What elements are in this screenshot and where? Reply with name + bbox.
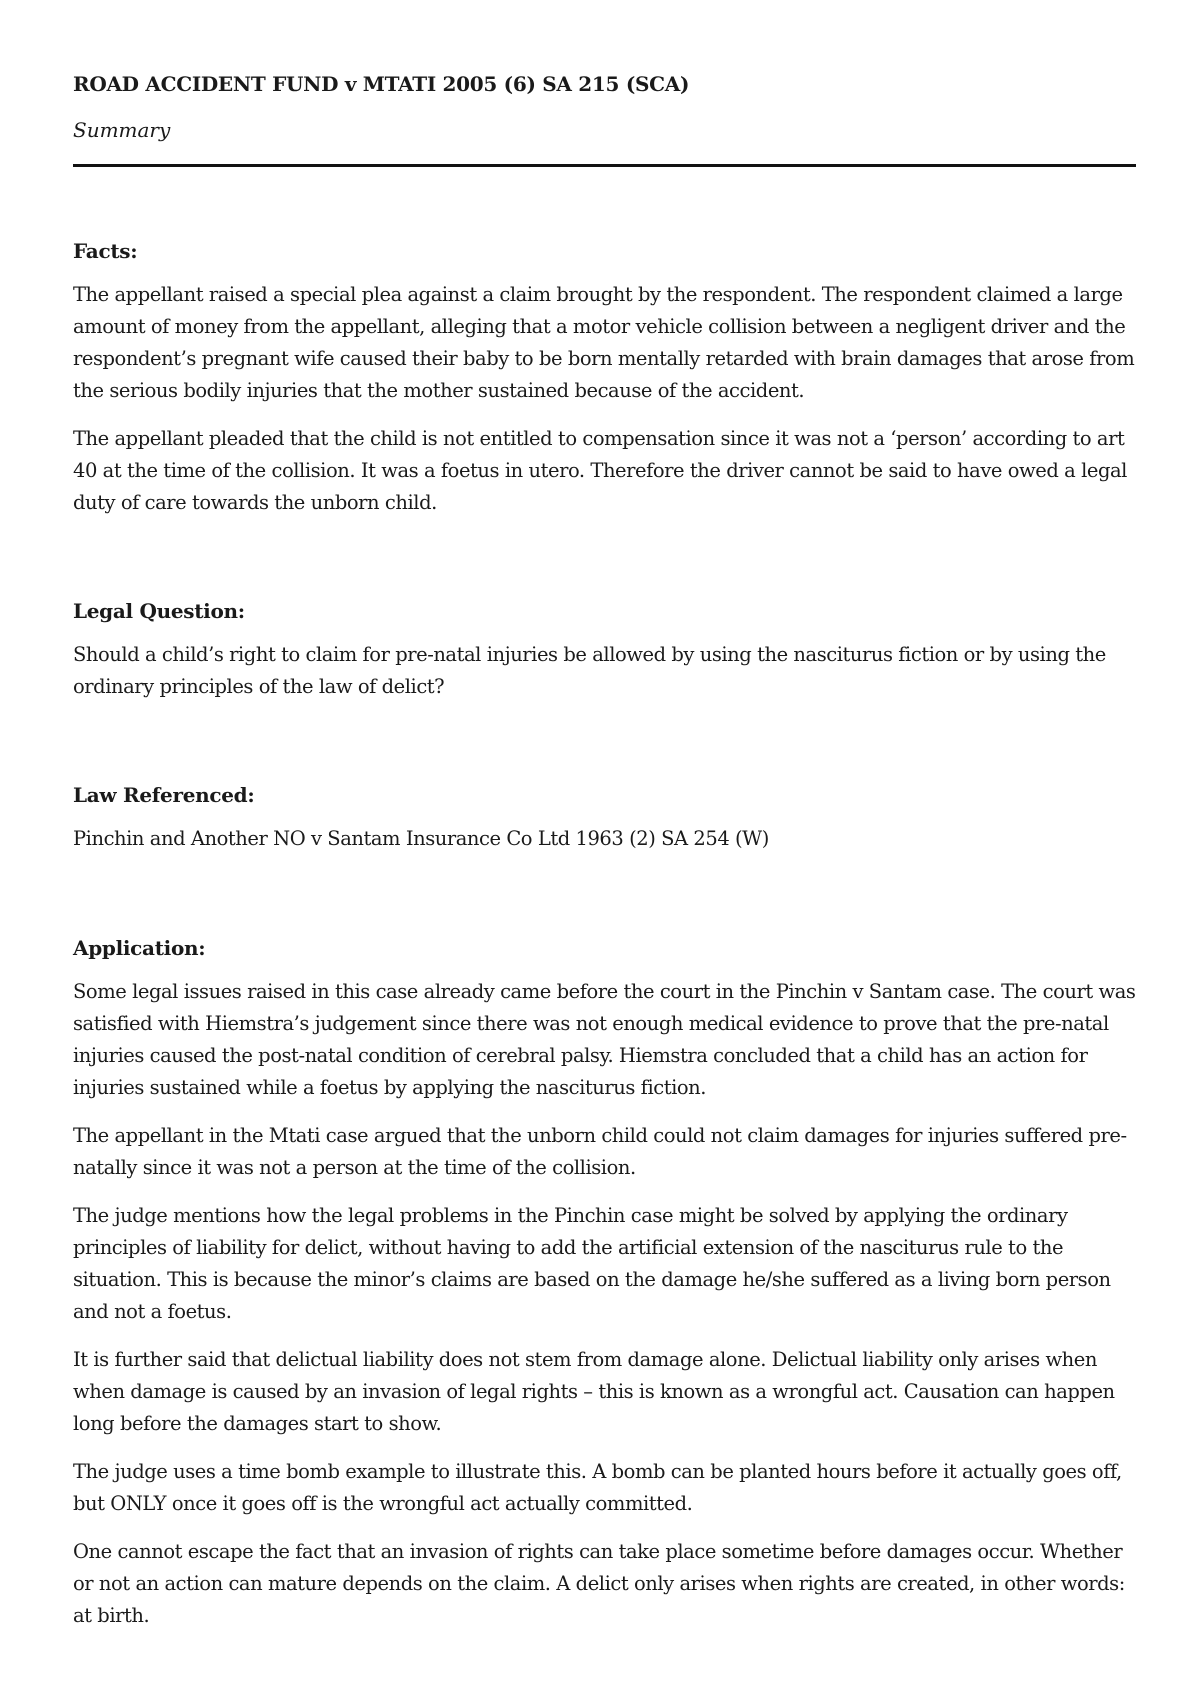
application-paragraph-1: Some legal issues raised in this case already came before the court in the Pinchin v Santam case. The court was satisfied with Hiemstra’s judgement since there was not enough medical evidence to prove that the pre-natal injuries caused the post-natal condition of cerebral palsy. Hiemstra concluded that a child has an action for injuries sustained while a foetus by applying the nasciturus fiction.: [73, 980, 1136, 1099]
section-heading-legal-question: Legal Question:: [73, 599, 245, 623]
facts-paragraph-1: The appellant raised a special plea against a claim brought by the respondent. The respondent claimed a large amount of money from the appellant, alleging that a motor vehicle collision between a negligent driver and the respondent’s pregnant wife caused their baby to be born mentally retarded with brain damages that arose from the serious bodily injuries that the mother sustained because of the accident.: [73, 283, 1135, 402]
facts-paragraph-2: The appellant pleaded that the child is not entitled to compensation since it was not a ‘person’ according to art 40 at the time of the collision. It was a foetus in utero. Therefore the driver cannot be said to have owed a legal duty of care towards the unborn child.: [73, 427, 1127, 514]
section-application: [73, 934, 1136, 1632]
section-heading-facts: Facts:: [73, 239, 138, 263]
document-page: [73, 70, 1136, 1632]
application-paragraph-6: One cannot escape the fact that an invasion of rights can take place sometime before damages occur. Whether or not an action can mature depends on the claim. A delict only arises when rights are created, in other words: at birth.: [73, 1540, 1125, 1627]
section-heading-application: Application:: [73, 936, 206, 960]
section-heading-law-referenced: Law Referenced:: [73, 783, 255, 807]
law-referenced-paragraph-1: Pinchin and Another NO v Santam Insurance Co Ltd 1963 (2) SA 254 (W): [73, 827, 769, 850]
header-divider: [73, 164, 1136, 167]
document-title: ROAD ACCIDENT FUND v MTATI 2005 (6) SA 215 (SCA): [73, 72, 690, 96]
section-law-referenced: [73, 781, 1136, 855]
application-paragraph-5: The judge uses a time bomb example to illustrate this. A bomb can be planted hours before it actually goes off, but ONLY once it goes off is the wrongful act actually committed.: [73, 1460, 1122, 1515]
section-legal-question: [73, 597, 1136, 703]
application-paragraph-3: The judge mentions how the legal problems in the Pinchin case might be solved by applying the ordinary principles of liability for delict, without having to add the artificial extension of the nasciturus rule to the situation. This is because the minor’s claims are based on the damage he/she suffered as a living born person and not a foetus.: [73, 1204, 1111, 1323]
application-paragraph-2: The appellant in the Mtati case argued that the unborn child could not claim damages for injuries suffered pre-natally since it was not a person at the time of the collision.: [73, 1124, 1127, 1179]
document-subtitle: Summary: [73, 118, 171, 142]
section-facts: [73, 237, 1136, 519]
application-paragraph-4: It is further said that delictual liability does not stem from damage alone. Delictual liability only arises when when damage is caused by an invasion of legal rights – this is known as a wrongful act. Causation can happen long before the damages start to show.: [73, 1348, 1115, 1435]
legal-question-paragraph-1: Should a child’s right to claim for pre-natal injuries be allowed by using the nasciturus fiction or by using the ordinary principles of the law of delict?: [73, 643, 1106, 698]
